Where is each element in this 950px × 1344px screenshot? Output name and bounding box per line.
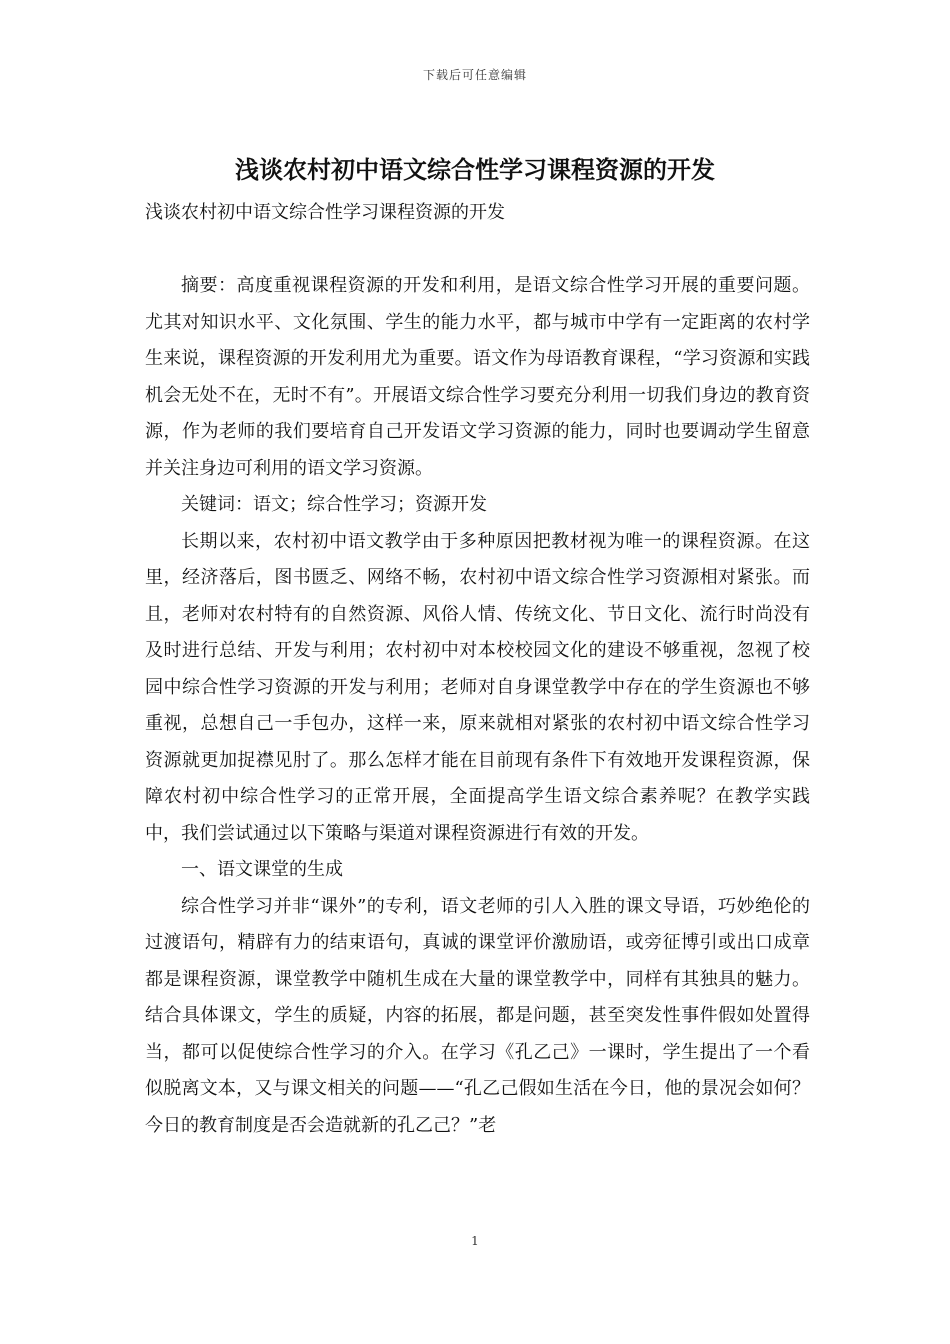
document-subtitle: 浅谈农村初中语文综合性学习课程资源的开发	[145, 202, 505, 223]
header-note: 下载后可任意编辑	[422, 68, 527, 82]
page-number: 1	[471, 1234, 479, 1248]
body-paragraph: 长期以来，农村初中语文教学由于多种原因把教材视为唯一的课程资源。在这里，经济落后，图书匮乏、网络不畅，农村初中语文综合性学习资源相对紧张。而且，老师对农村特有的自然资源、风俗人情、传统文化、节日文化、流行时尚没有及时进行总结、开发与利用；农村初中对本校校园文化的建设不够重视，忽视了校园中综合性学习资源的开发与利用；老师对自身课堂教学中存在的学生资源也不够重视，总想自己一手包办，这样一来，原来就相对紧张的农村初中语文综合性学习资源就更加捉襟见肘了。那么怎样才能在目前现有条件下有效地开发课程资源，保障农村初中综合性学习的正常开展，全面提高学生语文综合素养呢？在教学实践中，我们尝试通过以下策略与渠道对课程资源进行有效的开发。	[145, 530, 810, 844]
document-body	[145, 268, 810, 1144]
keywords-paragraph: 关键词：语文；综合性学习；资源开发	[181, 494, 487, 515]
section-heading: 一、语文课堂的生成	[181, 859, 343, 880]
document-title: 浅谈农村初中语文综合性学习课程资源的开发	[235, 155, 715, 184]
abstract-paragraph: 摘要：高度重视课程资源的开发和利用，是语文综合性学习开展的重要问题。尤其对知识水平、文化氛围、学生的能力水平，都与城市中学有一定距离的农村学生来说，课程资源的开发利用尤为重要。语文作为母语教育课程，“学习资源和实践机会无处不在，无时不有”。开展语文综合性学习要充分利用一切我们身边的教育资源，作为老师的我们要培育自己开发语文学习资源的能力，同时也要调动学生留意并关注身边可利用的语文学习资源。	[145, 275, 810, 479]
body-paragraph: 综合性学习并非“课外”的专利，语文老师的引人入胜的课文导语，巧妙绝伦的过渡语句，精辟有力的结束语句，真诚的课堂评价激励语，或旁征博引或出口成章都是课程资源，课堂教学中随机生成在大量的课堂教学中，同样有其独具的魅力。结合具体课文，学生的质疑，内容的拓展，都是问题，甚至突发性事件假如处置得当，都可以促使综合性学习的介入。在学习《孔乙己》一课时，学生提出了一个看似脱离文本，又与课文相关的问题——“孔乙己假如生活在今日，他的景况会如何？今日的教育制度是否会造就新的孔乙己？”老	[145, 895, 810, 1136]
